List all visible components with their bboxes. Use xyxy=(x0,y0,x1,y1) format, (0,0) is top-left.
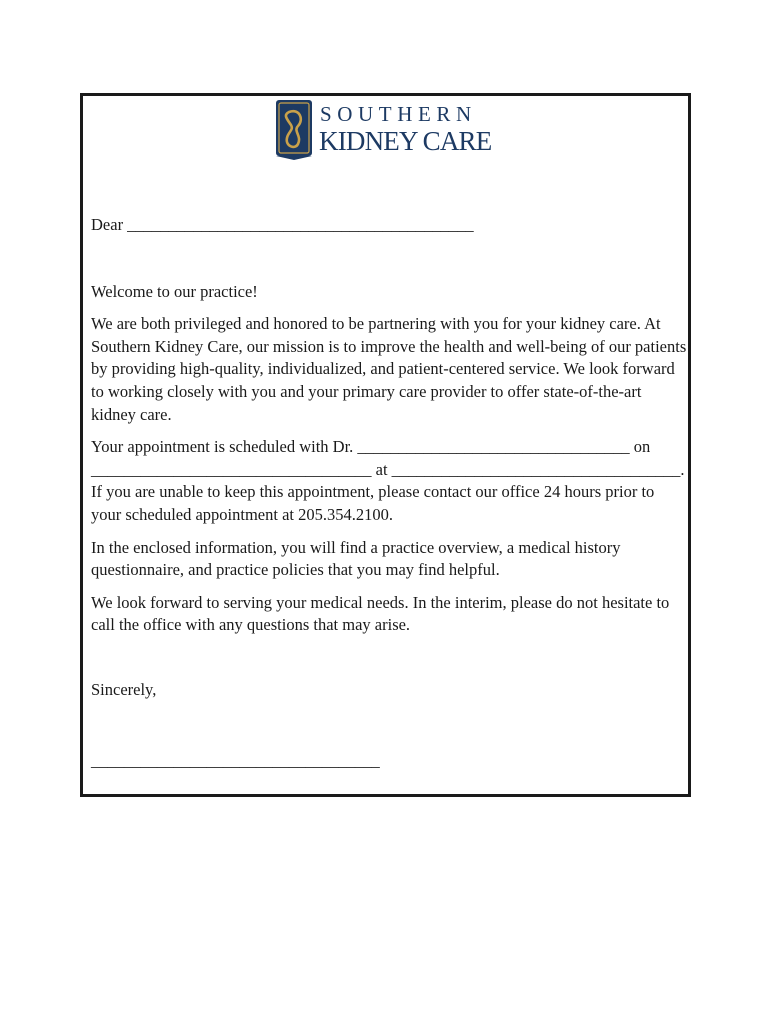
salutation: Dear __________________________________________ xyxy=(91,215,474,234)
closing-sincerely: Sincerely, xyxy=(91,679,157,699)
logo-word-kidney-care: KIDNEY CARE xyxy=(319,126,492,156)
paragraph-appointment: Your appointment is scheduled with Dr. _________________________________ on __________________________________ at ___________________________________. If you are unable to keep this appointment, please contact our office 24 hours prior to your scheduled appointment at 205.354.2100. xyxy=(91,437,685,524)
signature-line: ___________________________________ xyxy=(91,750,380,770)
kidney-emblem-icon xyxy=(276,100,312,160)
paragraph-closing: We look forward to serving your medical needs. In the interim, please do not hesitate to call the office with any questions that may arise. xyxy=(91,592,670,635)
southern-kidney-care-logo xyxy=(276,100,506,160)
logo-word-southern: SOUTHERN xyxy=(320,102,477,126)
letter-body xyxy=(91,214,687,772)
paragraph-enclosed: In the enclosed information, you will find a practice overview, a medical history questionnaire, and practice policies that you may find helpful. xyxy=(91,537,621,580)
paragraph-mission: We are both privileged and honored to be partnering with you for your kidney care. At Southern Kidney Care, our mission is to improve the health and well-being of our patients by providing high-quality, individualized, and patient-centered service. We look forward to working closely with you and your primary care provider to offer state-of-the-art kidney care. xyxy=(91,314,687,424)
welcome-line: Welcome to our practice! xyxy=(91,281,258,301)
letter-frame xyxy=(80,93,691,797)
